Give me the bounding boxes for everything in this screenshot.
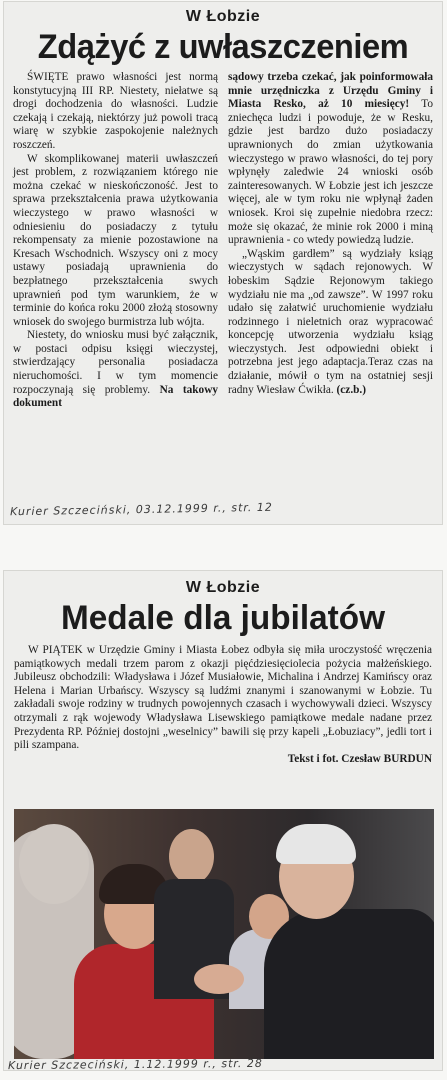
paragraph <box>228 248 433 398</box>
bold-text: sądowy trzeba czekać, jak poinformowała mnie urzędniczka z Urzędu Gminy i Miasta Resko, aż 10 miesięcy! <box>228 71 433 111</box>
paragraph: W skomplikowanej materii uwłaszczeń jest problem, z rozwiązaniem którego nie można czekać w nieskończoność. Jest to sprawa przekształcenia prawa użytkowania wieczystego w prawo własności w odniesieniu do posiadaczy z tytułu rekompensaty za mienie pozostawione na Kresach Wschodnich. Wszyscy oni z mocy ustawy posiadają uprawnienia do bezpłatnego przekształcenia swych uprawnień pod tym warunkiem, że w terminie do końca roku 2000 złożą stosowny wniosek do swojego burmistrza lub wójta. <box>13 152 218 328</box>
article-body <box>4 644 442 753</box>
article-columns <box>4 71 442 411</box>
hands-medal <box>194 964 244 994</box>
paragraph-text: Niestety, do wniosku musi być załącznik, w postaci odpisu księgi wieczystej, stwierdzający personalia posiadacza nieruchomości. I w tym momencie rozpoczynają się problemy. <box>13 329 218 396</box>
article-kicker: W Łobzie <box>185 8 261 25</box>
handwritten-source-note: Kurier Szczeciński, 03.12.1999 r., str. 12 <box>9 500 273 519</box>
paragraph <box>13 329 218 411</box>
ceremony-photo <box>14 809 434 1059</box>
paragraph: W PIĄTEK w Urzędzie Gminy i Miasta Łobez odbyła się miła uroczystość wręczenia pamiątkowych medali trzem parom z okazji pięćdziesięciolecia pożycia małżeńskiego. Jubileusz obchodzili: Władysława i Józef Musiałowie, Michalina i Andrzej Kamińscy oraz Helena i Marian Urbańscy. Wszyscy są ludźmi znanymi i szanowanymi w Łobzie. Tu zakładali swoje rodziny w trudnych powojennych czasach i wychowywali dzieci. Wszyscy otrzymali z rąk wojewody Władysława Lisewskiego pamiątkowe medale nadane przez Prezydenta RP. Później dostojni „weselnicy” bawili się przy kapeli „Łobuziacy”, jedli tort i pili szampana. <box>14 644 432 752</box>
handwritten-source-note: Kurier Szczeciński, 1.12.1999 r., str. 28 <box>7 1056 263 1073</box>
article-byline: Tekst i fot. Czesław BURDUN <box>287 752 432 765</box>
person-left-head <box>19 824 89 904</box>
wojewoda-suit <box>264 909 434 1059</box>
paragraph-text: „Wąskim gardłem” są wydziały ksiąg wieczystych w sądach rejonowych. W łobeskim Sądzie Rejonowym takiego wydziału nie ma „od zawsze”. W 1997 roku udało się załatwić uruchomienie wydziału rodzinnego i nieletnich oraz wypracować koncepcję utworzenia wydziału ksiąg wieczystych. Jest odpowiedni obiekt i potrzebna jest jego adaptacja.Teraz czas na działanie, mówił o tym na ostatniej sesji radny Wiesław Ćwikła. <box>228 247 433 396</box>
article-headline: Medale dla jubilatów <box>60 599 385 637</box>
article-headline: Zdążyć z uwłaszczeniem <box>37 28 409 66</box>
paragraph: ŚWIĘTE prawo własności jest normą konstytucyjną III RP. Niestety, niełatwe są drogi dochodzenia do własności. Ludzie czekają i czekają, niektórzy już powoli tracą wiarę w szybkie zaspokojenie należnych roszczeń. <box>13 71 218 151</box>
newspaper-clipping-uwlaszczenie <box>4 2 442 524</box>
author-signature: (cz.b.) <box>336 383 367 396</box>
paragraph-text: To zniechęca ludzi i powoduje, że w Resku, gdzie jest bardzo dużo posiadaczy uprawnionych do zmian użytkowania wieczystego w prawo własności, do tej pory wpłynęły zaledwie 24 wnioski osób zainteresowanych. W Łobzie jest ich jeszcze więcej, ale w tym roku nie wpłynął żaden wniosek. Kroi się zupełnie niedobra rzecz: może się okazać, że minie rok 2000 i miną uprawnienia - co wtedy powiedzą ludzie. <box>228 98 434 247</box>
newspaper-clipping-medale <box>4 571 442 1073</box>
paragraph <box>228 71 433 248</box>
column-right <box>228 71 433 411</box>
man-background-head <box>169 829 214 884</box>
column-left <box>13 71 218 411</box>
article-kicker: W Łobzie <box>185 579 261 596</box>
bold-text: Na takowy dokument <box>13 383 219 410</box>
